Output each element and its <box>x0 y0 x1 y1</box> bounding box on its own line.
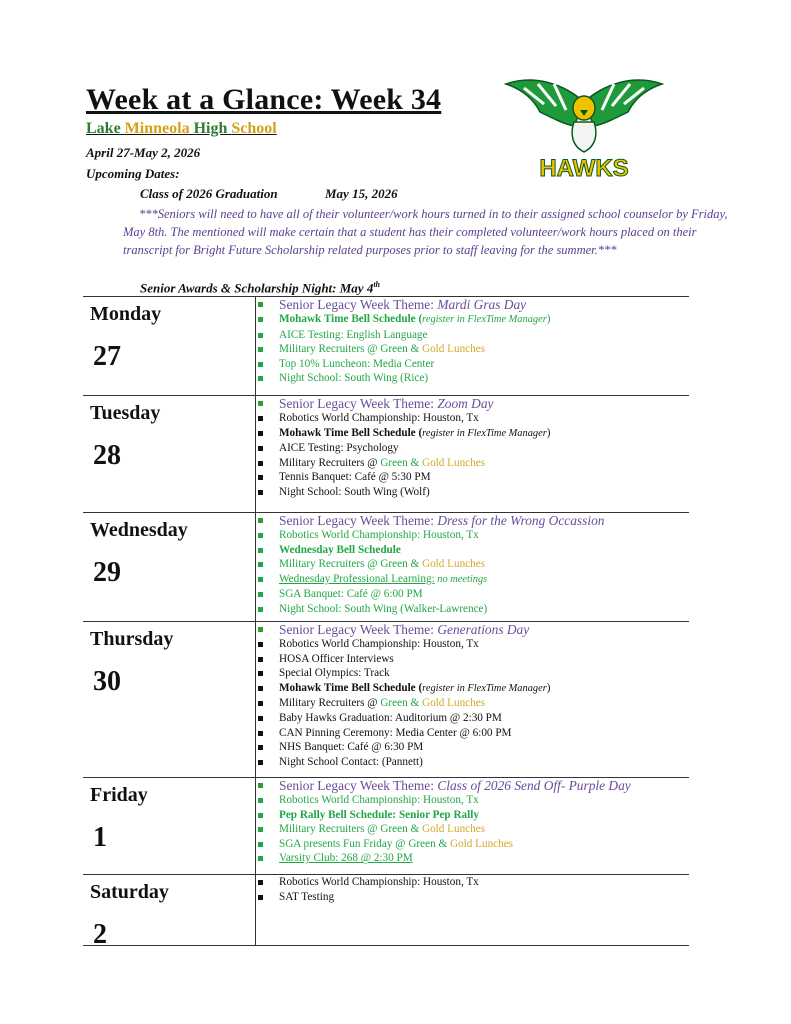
day-row-thursday <box>83 621 689 777</box>
list-item: Senior Legacy Week Theme: Dress for the Wrong Occassion <box>279 513 689 528</box>
logo-text: HAWKS <box>539 155 629 182</box>
list-item: NHS Banquet: Café @ 6:30 PM <box>279 740 689 755</box>
list-item: Senior Legacy Week Theme: Generations Day <box>279 622 689 637</box>
list-item: Military Recruiters @ Green & Gold Lunches <box>279 557 689 572</box>
list-item: AICE Testing: English Language <box>279 328 689 343</box>
list-item: Robotics World Championship: Houston, Tx <box>279 793 689 808</box>
page-title: Week at a Glance: Week 34 <box>86 83 442 116</box>
list-item: Night School: South Wing (Rice) <box>279 371 689 386</box>
list-item: Senior Legacy Week Theme: Mardi Gras Day <box>279 297 689 312</box>
list-item: Military Recruiters @ Green & Gold Lunches <box>279 456 689 471</box>
list-item: Top 10% Luncheon: Media Center <box>279 357 689 372</box>
day-row-friday <box>83 777 689 874</box>
school-name: Lake Minneola High School <box>86 120 277 137</box>
list-item: Tennis Banquet: Café @ 5:30 PM <box>279 470 689 485</box>
day-row-tuesday <box>83 395 689 512</box>
list-item: Robotics World Championship: Houston, Tx <box>279 637 689 652</box>
day-number: 30 <box>93 666 121 697</box>
day-name: Wednesday <box>90 519 188 541</box>
list-item: Varsity Club: 268 @ 2:30 PM <box>279 851 689 866</box>
seniors-note: ***Seniors will need to have all of their volunteer/work hours turned in to their assigned school counselor by Friday, May 8th. The mentioned will make certain that a student has their completed volunteer/work hours placed on their transcript for Bright Future Scholarship related purposes prior to staff leaving for the summer.*** <box>123 207 728 257</box>
graduation-label: Class of 2026 Graduation <box>140 186 278 201</box>
list-item: Robotics World Championship: Houston, Tx <box>279 411 689 426</box>
day-number: 2 <box>93 919 107 950</box>
list-item: Wednesday Professional Learning: no meetings <box>279 572 689 588</box>
day-row-wednesday <box>83 512 689 621</box>
list-item: Wednesday Bell Schedule <box>279 543 689 558</box>
list-item: SGA presents Fun Friday @ Green & Gold Lunches <box>279 837 689 852</box>
day-number: 1 <box>93 822 107 853</box>
awards-night: Senior Awards & Scholarship Night: May 4th <box>140 280 380 296</box>
day-row-saturday <box>83 874 689 950</box>
list-item: SGA Banquet: Café @ 6:00 PM <box>279 587 689 602</box>
list-item: Senior Legacy Week Theme: Zoom Day <box>279 396 689 411</box>
list-item: Night School: South Wing (Walker-Lawrence) <box>279 602 689 617</box>
list-item: Pep Rally Bell Schedule: Senior Pep Rally <box>279 808 689 823</box>
list-item: Mohawk Time Bell Schedule (register in FlexTime Manager) <box>279 426 689 442</box>
list-item: Mohawk Time Bell Schedule (register in FlexTime Manager) <box>279 681 689 697</box>
list-item: Night School: South Wing (Wolf) <box>279 485 689 500</box>
day-number: 29 <box>93 557 121 588</box>
list-item: Mohawk Time Bell Schedule (register in FlexTime Manager) <box>279 312 689 328</box>
day-number: 27 <box>93 341 121 372</box>
list-item: Robotics World Championship: Houston, Tx <box>279 875 689 890</box>
day-name: Friday <box>90 784 148 806</box>
day-name: Monday <box>90 303 162 325</box>
list-item: Military Recruiters @ Green & Gold Lunches <box>279 696 689 711</box>
day-number: 28 <box>93 440 121 471</box>
day-row-monday <box>83 296 689 395</box>
hawks-logo <box>504 74 664 184</box>
upcoming-label: Upcoming Dates: <box>86 166 180 181</box>
list-item: Baby Hawks Graduation: Auditorium @ 2:30 PM <box>279 711 689 726</box>
list-item: Military Recruiters @ Green & Gold Lunches <box>279 342 689 357</box>
list-item: Night School Contact: (Pannett) <box>279 755 689 770</box>
day-name: Thursday <box>90 628 174 650</box>
list-item: AICE Testing: Psychology <box>279 441 689 456</box>
list-item: Military Recruiters @ Green & Gold Lunches <box>279 822 689 837</box>
list-item: HOSA Officer Interviews <box>279 652 689 667</box>
day-name: Tuesday <box>90 402 161 424</box>
day-name: Saturday <box>90 881 169 903</box>
list-item: SAT Testing <box>279 890 689 905</box>
week-dates: April 27-May 2, 2026 <box>86 145 201 160</box>
graduation-date: May 15, 2026 <box>325 186 398 201</box>
list-item: Robotics World Championship: Houston, Tx <box>279 528 689 543</box>
list-item: CAN Pinning Ceremony: Media Center @ 6:00 PM <box>279 726 689 741</box>
list-item: Senior Legacy Week Theme: Class of 2026 Send Off- Purple Day <box>279 778 689 793</box>
list-item: Special Olympics: Track <box>279 666 689 681</box>
schedule-table <box>83 296 689 950</box>
